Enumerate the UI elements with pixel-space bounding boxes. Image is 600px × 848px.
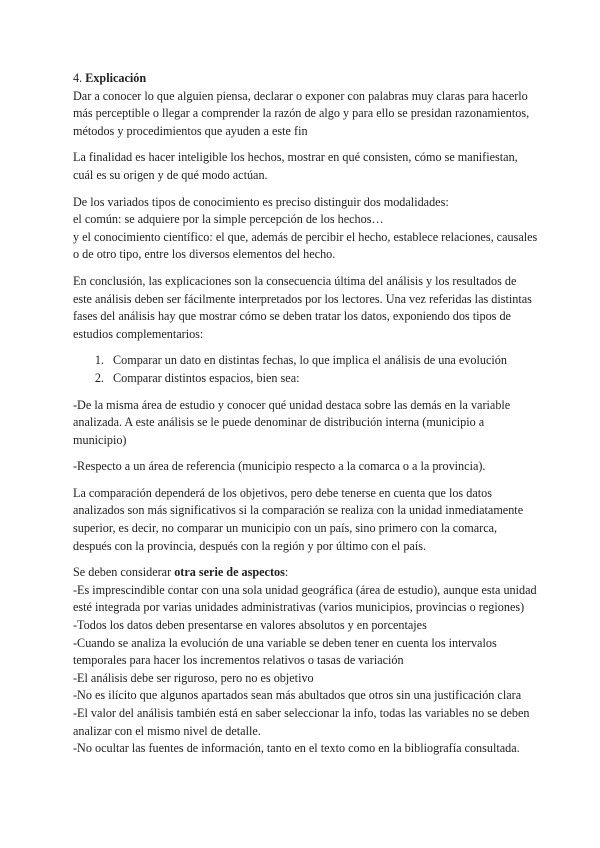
text-line: superior, es decir, no comparar un municipio con un país, sino primero con la comarca, <box>73 521 498 536</box>
text-line: métodos y procedimientos que ayuden a este fin <box>73 123 308 138</box>
text-line: -El valor del análisis también está en saber seleccionar la info, todas las variables no se deben <box>73 706 530 720</box>
knowledge-paragraph <box>73 194 570 264</box>
text-line: el común: se adquiere por la simple percepción de los hechos… <box>73 212 384 227</box>
text-line: analizada. A este análisis se le puede denominar de distribución interna (municipio a <box>73 415 485 430</box>
text-line: municipio) <box>73 432 127 447</box>
text-line: -Respecto a un área de referencia (municipio respecto a la comarca o a la provincia). <box>73 459 486 474</box>
definition-paragraph <box>73 88 570 141</box>
text-line: fases del análisis hay que mostrar cómo se deben tratar los datos, exponiendo dos tipos de <box>73 309 511 324</box>
same-area-paragraph <box>73 397 570 450</box>
text-line: -De la misma área de estudio y conocer qué unidad destaca sobre las demás en la variable <box>73 397 511 412</box>
aspects-intro <box>73 564 570 582</box>
text-line: este análisis deben ser fácilmente interpretados por los lectores. Una vez referidas las distintas <box>73 291 532 306</box>
list-item: 2. Comparar distintos espacios, bien sea: <box>107 370 570 388</box>
text-line: después con la provincia, después con la región y por último con el país. <box>73 538 427 553</box>
section-title: Explicación <box>85 71 147 85</box>
text-line: analizados son más significativos si la comparación se realiza con la unidad inmediatamente <box>73 503 524 518</box>
text-line: La finalidad es hacer inteligible los hechos, mostrar en qué consisten, cómo se manifiestan, <box>73 150 518 165</box>
text-line: De los variados tipos de conocimiento es preciso distinguir dos modalidades: <box>73 194 449 209</box>
text-line: o de otro tipo, entre los diversos elementos del hecho. <box>73 247 336 262</box>
text-line: -Todos los datos deben presentarse en valores absolutos y en porcentajes <box>73 618 427 633</box>
intro-text: Se deben considerar <box>73 565 175 580</box>
text-line: En conclusión, las explicaciones son la consecuencia última del análisis y los resultados de <box>73 273 517 288</box>
text-line: estudios complementarios: <box>73 326 204 341</box>
conclusion-paragraph <box>73 273 570 343</box>
intro-bold: otra serie de aspectos <box>174 565 285 580</box>
comparison-paragraph <box>73 485 570 555</box>
text-line: analizar con el mismo nivel de detalle. <box>73 723 261 738</box>
text-line: temporales para hacer los incrementos relativos o tasas de variación <box>73 653 404 668</box>
text-line: y el conocimiento científico: el que, además de percibir el hecho, establece relaciones, causales <box>73 229 538 244</box>
aspects-paragraph <box>73 564 570 758</box>
numbered-list <box>73 352 570 387</box>
text-line: cuál es su origen y de qué modo actúan. <box>73 167 268 182</box>
reference-area-paragraph <box>73 458 570 476</box>
section-number: 4. <box>73 71 86 85</box>
text-line: Dar a conocer lo que alguien piensa, declarar o exponer con palabras muy claras para hacerlo <box>73 88 528 103</box>
purpose-paragraph <box>73 149 570 184</box>
section-heading <box>73 70 570 88</box>
text-line: -No es ilícito que algunos apartados sean más abultados que otros sin una justificación clara <box>73 688 522 703</box>
list-item: 1. Comparar un dato en distintas fechas, lo que implica el análisis de una evolución <box>107 352 570 370</box>
text-line: -Es imprescindible contar con una sola unidad geográfica (área de estudio), aunque esta unidad <box>73 582 537 597</box>
text-line: -El análisis debe ser riguroso, pero no es objetivo <box>73 670 314 685</box>
text-line: -Cuando se analiza la evolución de una variable se deben tener en cuenta los intervalos <box>73 635 497 650</box>
text-line: La comparación dependerá de los objetivos, pero debe tenerse en cuenta que los datos <box>73 485 492 500</box>
text-line: más perceptible o llegar a comprender la razón de algo y para ello se presidan razonamientos, <box>73 106 530 121</box>
text-line: -No ocultar las fuentes de información, tanto en el texto como en la bibliografía consultada. <box>73 741 520 756</box>
intro-colon: : <box>284 565 289 580</box>
text-line: esté integrada por varias unidades administrativas (varios municipios, provincias o regiones) <box>73 600 525 615</box>
